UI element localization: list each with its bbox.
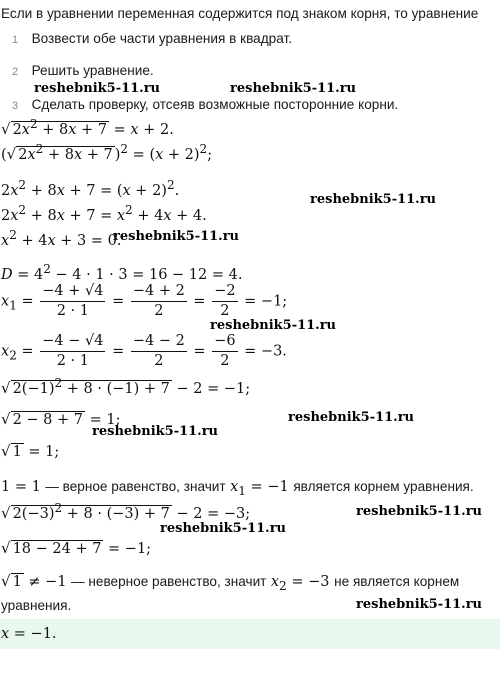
check-x1-line-1: √ $2(-1)^2 + 8 \cdot (-1) + 7 - 2 = -1$; — [1, 376, 251, 397]
watermark: reshebnik5-11.ru — [356, 504, 483, 519]
verdict-x2-text: неверное равенство, значит — [88, 574, 267, 589]
check-x1-line-2: √ 2 − 8 + 7 = 1; — [1, 410, 121, 428]
watermark: reshebnik5-11.ru — [210, 318, 337, 333]
verdict-x2: √ 1 ≠ −1 — неверное равенство, значит $x_2 = -3$ не является корнем — [1, 572, 460, 593]
root-x2: $x_2$ = $\frac{-4 - √4}{2 \cdot 1}$ = $\frac{-4 - 2}{2}$ = $\frac{-6}{2}$ = −3. — [1, 333, 287, 369]
equation-expanded-2: $2x^2 + 8x + 7 = x^2 + 4x + 4$. — [1, 203, 207, 224]
discriminant: $D = 4^2 - 4 \cdot 1 \cdot 3 = 16 - 12 = 4$. — [1, 262, 243, 283]
watermark: reshebnik5-11.ru — [356, 597, 483, 612]
step-text: Решить уравнение. — [31, 63, 154, 78]
step-number: 1 — [12, 34, 19, 46]
step-3 — [12, 96, 398, 114]
equation-original: √ $2x^2 + 8x + 7 = x + 2$. — [1, 117, 174, 138]
check-x2-line-1: √ $2(-3)^2 + 8 \cdot (-3) + 7 - 2 = -3$; — [1, 501, 251, 522]
step-1 — [12, 30, 292, 48]
watermark: reshebnik5-11.ru — [288, 410, 415, 425]
verdict-x1-tail: является корнем уравнения. — [293, 479, 474, 494]
step-text: Сделать проверку, отсеяв возможные посторонние корни. — [31, 97, 399, 112]
step-text: Возвести обе части уравнения в квадрат. — [31, 31, 292, 46]
verdict-x1: 1 = 1 — верное равенство, значит $x_1 = -1$ является корнем уравнения. — [1, 479, 474, 498]
check-x1-line-3: √ 1 = 1; — [1, 442, 60, 460]
watermark: reshebnik5-11.ru — [230, 81, 357, 96]
verdict-x2-tail2: уравнения. — [1, 598, 72, 613]
step-number: 2 — [12, 66, 19, 78]
intro-text: Если в уравнении переменная содержится под знаком корня, то уравнение — [1, 6, 479, 21]
root-x1: $x_1$ = $\frac{-4 + √4}{2 \cdot 1}$ = $\frac{-4 + 2}{2}$ = $\frac{-2}{2}$ = −1; — [1, 283, 288, 319]
answer-box — [0, 619, 500, 649]
watermark: reshebnik5-11.ru — [34, 81, 161, 96]
answer: x = −1. — [1, 626, 57, 642]
verdict-x2-tail: не является корнем — [334, 574, 460, 589]
step-2 — [12, 62, 154, 80]
equation-squared: (√ $2x^2 + 8x + 7$ )$^2 = (x + 2)^2$; — [1, 142, 213, 163]
step-number: 3 — [12, 100, 19, 112]
watermark: reshebnik5-11.ru — [92, 424, 219, 439]
verdict-x1-text: верное равенство, значит — [62, 479, 226, 494]
watermark: reshebnik5-11.ru — [310, 192, 437, 207]
equation-expanded-1: $2x^2 + 8x + 7 = (x + 2)^2$. — [1, 178, 180, 199]
equation-quadratic: $x^2 + 4x + 3 = 0$. — [1, 228, 122, 249]
watermark: reshebnik5-11.ru — [113, 229, 240, 244]
check-x2-line-2: √ 18 − 24 + 7 = −1; — [1, 539, 152, 557]
watermark: reshebnik5-11.ru — [160, 521, 287, 536]
